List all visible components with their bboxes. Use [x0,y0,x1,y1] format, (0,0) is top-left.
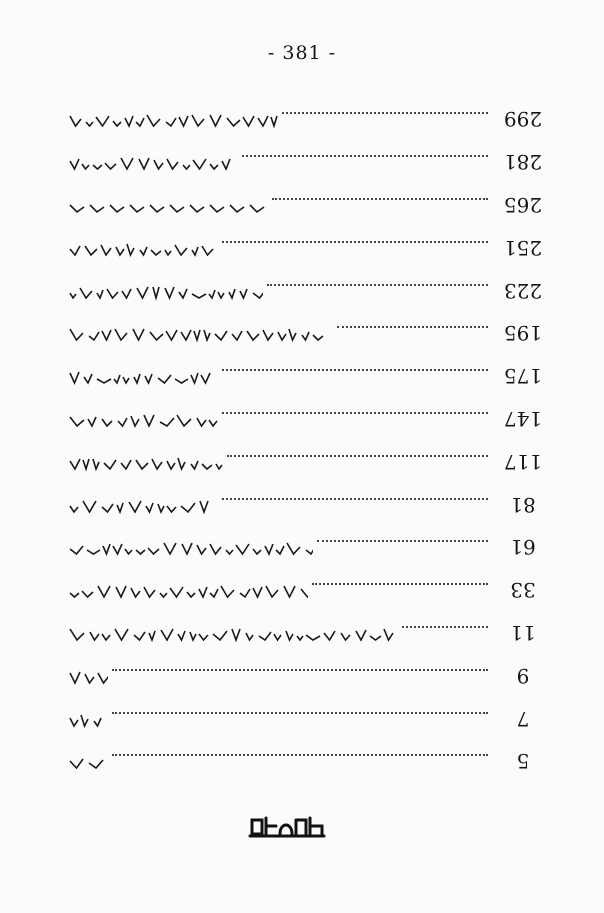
toc-entry-title [68,494,218,516]
toc-page-number: 5 [516,749,530,774]
heading-script-glyphs [248,812,328,840]
contents-heading [248,812,328,844]
toc-page-number: 9 [516,663,530,688]
toc-entry-script-glyphs [68,108,278,130]
toc-leader-dots [222,241,488,243]
toc-entry-script-glyphs [68,451,223,473]
toc-page-number: 147 [503,406,543,431]
toc-entry-title [68,237,218,259]
toc-page-number: 265 [503,192,543,217]
toc-entry-title [68,194,268,216]
toc-leader-dots [272,198,488,200]
toc-entry [68,184,548,227]
toc-entry [68,697,548,740]
toc-entry [68,98,548,141]
toc-entry-script-glyphs [68,708,108,730]
toc-entry [68,269,548,312]
toc-entry-script-glyphs [68,622,398,644]
toc-entry-title [68,322,333,344]
toc-entry [68,740,548,783]
toc-entry-script-glyphs [68,322,333,344]
toc-page-number: 33 [510,578,536,603]
toc-entry-title [68,280,263,302]
toc-entry-script-glyphs [68,536,313,558]
toc-entry-script-glyphs [68,665,108,687]
toc-entry-title [68,708,108,730]
toc-leader-dots [222,412,488,414]
toc-leader-dots [112,712,488,714]
toc-entry [68,569,548,612]
toc-entry-title [68,408,218,430]
toc-entry-script-glyphs [68,750,108,772]
toc-leader-dots [317,540,488,542]
toc-page-number: 195 [503,321,543,346]
toc-leader-dots [227,455,488,457]
toc-leader-dots [222,369,488,371]
toc-entry-script-glyphs [68,365,218,387]
toc-entry [68,440,548,483]
toc-page-number: 117 [503,449,543,474]
page-number: - 381 - [267,42,337,64]
toc-entry [68,526,548,569]
toc-entry [68,398,548,441]
toc-entry-script-glyphs [68,237,218,259]
toc-entry [68,312,548,355]
toc-entry-script-glyphs [68,579,308,601]
toc-leader-dots [112,754,488,756]
toc-entry-title [68,750,108,772]
toc-page-number: 81 [510,492,536,517]
toc-entry-title [68,451,223,473]
toc-leader-dots [337,326,488,328]
toc-entry-title [68,579,308,601]
toc-leader-dots [222,498,488,500]
toc-entry [68,483,548,526]
toc-leader-dots [402,626,488,628]
toc-entry-script-glyphs [68,408,218,430]
toc-entry [68,226,548,269]
toc-page-number: 175 [503,364,543,389]
toc-leader-dots [267,284,488,286]
toc-entry-script-glyphs [68,494,218,516]
toc-entry [68,654,548,697]
toc-entry [68,355,548,398]
toc-page-number: 7 [516,706,530,731]
table-of-contents [68,98,548,783]
toc-page-number: 281 [503,150,543,175]
toc-page-number: 299 [503,107,543,132]
toc-entry [68,612,548,655]
toc-page-number: 11 [510,620,536,645]
toc-entry-title [68,365,218,387]
toc-entry [68,141,548,184]
toc-leader-dots [242,155,488,157]
toc-entry-script-glyphs [68,280,263,302]
toc-entry-title [68,622,398,644]
toc-entry-script-glyphs [68,151,238,173]
toc-page-number: 223 [503,278,543,303]
toc-entry-title [68,108,278,130]
toc-entry-script-glyphs [68,194,268,216]
toc-leader-dots [112,669,488,671]
toc-page-number: 251 [503,235,543,260]
toc-entry-title [68,151,238,173]
toc-entry-title [68,536,313,558]
toc-leader-dots [312,583,488,585]
toc-page-number: 61 [510,535,536,560]
toc-leader-dots [282,112,488,114]
toc-entry-title [68,665,108,687]
